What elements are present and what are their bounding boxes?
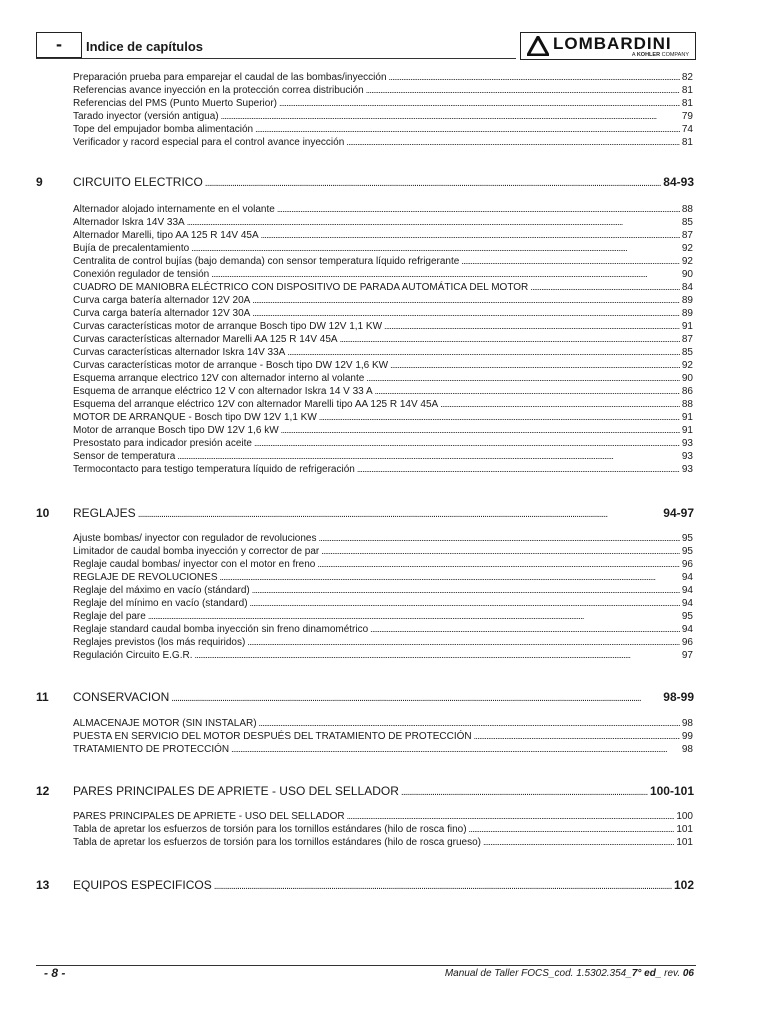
toc-entry-page: 79 <box>681 111 693 122</box>
toc-entry-label: Alternador Marelli, tipo AA 125 R 14V 45A <box>73 230 259 241</box>
toc-entry-page: 88 <box>681 204 693 215</box>
toc-entry <box>73 424 693 437</box>
toc-entry <box>73 610 693 623</box>
toc-leader-dots <box>469 823 675 836</box>
toc-entry <box>73 333 693 346</box>
chapter-pages: 98-99 <box>663 690 694 704</box>
toc-entry-label: Centralita de control bujías (bajo demanda) con sensor temperatura líquido refrigerante <box>73 256 460 267</box>
chapter-leader-dots <box>205 174 662 192</box>
toc-leader-dots <box>340 333 680 346</box>
toc-entry-page: 99 <box>681 731 693 742</box>
toc-leader-dots <box>347 810 675 823</box>
toc-leader-dots <box>187 216 680 229</box>
toc-entry-label: MOTOR DE ARRANQUE - Bosch tipo DW 12V 1,1 KW <box>73 412 317 423</box>
logo-wordmark: LOMBARDINI <box>553 34 672 53</box>
toc-entry-page: 87 <box>681 230 693 241</box>
toc-leader-dots <box>255 123 680 136</box>
page-title: Indice de capítulos <box>86 39 204 54</box>
toc-entry-label: Tabla de apretar los esfuerzos de torsión para los tornillos estándares (hilo de rosca grueso) <box>73 837 481 848</box>
toc-entry-label: Tabla de apretar los esfuerzos de torsión para los tornillos estándares (hilo de rosca fino) <box>73 824 467 835</box>
toc-entry <box>73 359 693 372</box>
toc-entry-label: Reglajes previstos (los más requiridos) <box>73 637 246 648</box>
chapter-title: EQUIPOS ESPECIFICOS <box>73 878 212 892</box>
toc-entry-page: 94 <box>681 598 693 609</box>
toc-entry-page: 92 <box>681 256 693 267</box>
toc-leader-dots <box>252 294 680 307</box>
toc-entry <box>73 558 693 571</box>
toc-entry <box>73 320 693 333</box>
toc-entry-page: 86 <box>681 386 693 397</box>
chapter-title: REGLAJES <box>73 506 136 520</box>
toc-entry-label: Reglaje del mínimo en vacío (standard) <box>73 598 248 609</box>
toc-leader-dots <box>252 584 680 597</box>
toc-entry-label: PARES PRINCIPALES DE APRIETE - USO DEL SELLADOR <box>73 811 345 822</box>
toc-leader-dots <box>390 359 680 372</box>
toc-entry-page: 85 <box>681 217 693 228</box>
toc-leader-dots <box>250 597 680 610</box>
footer-rule <box>36 965 696 966</box>
toc-entry-page: 96 <box>681 637 693 648</box>
chapter-pages: 102 <box>673 878 694 892</box>
toc-leader-dots <box>148 610 680 623</box>
toc-entry <box>73 597 693 610</box>
lombardini-logo <box>520 32 696 60</box>
chapter-leader-dots <box>171 689 661 707</box>
toc-entry-label: Alternador Iskra 14V 33A <box>73 217 185 228</box>
toc-entry-page: 82 <box>681 72 693 83</box>
toc-leader-dots <box>370 623 680 636</box>
toc-entry-label: Regulación Circuito E.G.R. <box>73 650 193 661</box>
chapter-leader-dots <box>138 505 662 523</box>
toc-entry <box>73 836 693 849</box>
toc-entry <box>73 255 693 268</box>
toc-entry <box>73 743 693 756</box>
toc-entry-label: Esquema arranque electrico 12V con alternador interno al volante <box>73 373 365 384</box>
chapter-leader-dots <box>214 877 672 895</box>
toc-entry-page: 94 <box>681 624 693 635</box>
manual-reference: Manual de Taller FOCS_cod. 1.5302.354_7° ed_ rev. 06 <box>444 968 694 979</box>
toc-entry-label: Termocontacto para testigo temperatura líquido de refrigeración <box>73 464 355 475</box>
chapter-heading <box>36 174 694 190</box>
chapter-heading <box>36 877 694 893</box>
toc-leader-dots <box>366 372 680 385</box>
toc-entry-label: Conexión regulador de tensión <box>73 269 210 280</box>
chapter-title: PARES PRINCIPALES DE APRIETE - USO DEL SELLADOR <box>73 784 399 798</box>
toc-leader-dots <box>357 463 680 476</box>
toc-entry <box>73 730 693 743</box>
lombardini-triangle-icon <box>527 36 549 56</box>
toc-leader-dots <box>375 385 680 398</box>
chapter-heading <box>36 505 694 521</box>
toc-entry <box>73 649 693 662</box>
toc-entry <box>73 136 693 149</box>
toc-leader-dots <box>530 281 680 294</box>
chapter-number: 10 <box>36 506 50 520</box>
toc-leader-dots <box>474 730 680 743</box>
toc-entry <box>73 242 693 255</box>
toc-leader-dots <box>440 398 680 411</box>
chapter-heading <box>36 689 694 705</box>
toc-entry-page: 95 <box>681 546 693 557</box>
toc-entry-label: Curvas características alternador Marelli AA 125 R 14V 45A <box>73 334 338 345</box>
toc-entry-page: 89 <box>681 295 693 306</box>
toc-entry-label: TRATAMIENTO DE PROTECCIÓN <box>73 744 230 755</box>
toc-leader-dots <box>346 136 680 149</box>
toc-entry-page: 92 <box>681 360 693 371</box>
toc-entry <box>73 346 693 359</box>
toc-entry <box>73 216 693 229</box>
toc-leader-dots <box>254 437 680 450</box>
toc-entry-page: 74 <box>681 124 693 135</box>
toc-entry-page: 84 <box>681 282 693 293</box>
toc-entry-label: Preparación prueba para emparejar el caudal de las bombas/inyección <box>73 72 387 83</box>
toc-leader-dots <box>277 203 680 216</box>
toc-leader-dots <box>195 649 680 662</box>
toc-entry-page: 93 <box>681 464 693 475</box>
toc-entry-page: 91 <box>681 425 693 436</box>
toc-entry-page: 89 <box>681 308 693 319</box>
toc-entry-label: Alternador alojado internamente en el volante <box>73 204 275 215</box>
toc-entry-page: 101 <box>676 824 693 835</box>
toc-entry-label: Curvas características motor de arranque - Bosch tipo DW 12V 1,6 KW <box>73 360 389 371</box>
toc-entry <box>73 110 693 123</box>
chapter-leader-dots <box>401 783 648 801</box>
toc-entry-label: Reglaje del máximo en vacío (stándard) <box>73 585 250 596</box>
toc-entry-page: 93 <box>681 438 693 449</box>
toc-entry-page: 81 <box>681 137 693 148</box>
toc-entry <box>73 281 693 294</box>
toc-entry-label: Ajuste bombas/ inyector con regulador de revoluciones <box>73 533 317 544</box>
chapter-number: 13 <box>36 878 50 892</box>
toc-leader-dots <box>247 636 680 649</box>
toc-leader-dots <box>279 97 680 110</box>
chapter-title: CIRCUITO ELECTRICO <box>73 175 203 189</box>
toc-entry <box>73 307 693 320</box>
toc-entry-page: 100 <box>676 811 693 822</box>
toc-leader-dots <box>191 242 680 255</box>
toc-entry <box>73 623 693 636</box>
toc-leader-dots <box>461 255 680 268</box>
toc-leader-dots <box>252 307 680 320</box>
toc-entry <box>73 97 693 110</box>
toc-entry <box>73 532 693 545</box>
chapter-pages: 94-97 <box>663 506 694 520</box>
toc-entry-page: 85 <box>681 347 693 358</box>
toc-entry <box>73 84 693 97</box>
toc-entry-label: Sensor de temperatura <box>73 451 176 462</box>
toc-entry-page: 81 <box>681 98 693 109</box>
header-rule <box>36 58 516 59</box>
logo-subtitle: A KOHLER COMPANY <box>631 52 689 58</box>
toc-entry-label: Motor de arranque Bosch tipo DW 12V 1,6 kW <box>73 425 279 436</box>
toc-entry <box>73 123 693 136</box>
toc-entry-label: Tope del empujador bomba alimentación <box>73 124 254 135</box>
toc-leader-dots <box>261 229 680 242</box>
toc-leader-dots <box>221 110 680 123</box>
toc-leader-dots <box>389 71 680 84</box>
toc-leader-dots <box>366 84 680 97</box>
toc-entry <box>73 437 693 450</box>
toc-entry <box>73 571 693 584</box>
toc-entry-page: 95 <box>681 533 693 544</box>
toc-entry <box>73 385 693 398</box>
toc-entry-page: 93 <box>681 451 693 462</box>
toc-entry <box>73 810 693 823</box>
toc-leader-dots <box>219 571 679 584</box>
toc-entry-label: ALMACENAJE MOTOR (SIN INSTALAR) <box>73 718 257 729</box>
toc-entry-label: PUESTA EN SERVICIO DEL MOTOR DESPUÉS DEL TRATAMIENTO DE PROTECCIÓN <box>73 731 472 742</box>
toc-entry-label: Esquema del arranque eléctrico 12V con alternador Marelli tipo AA 125 R 14V 45A <box>73 399 439 410</box>
chapter-number: 11 <box>36 690 49 704</box>
toc-entry <box>73 203 693 216</box>
toc-entry-label: Referencias avance inyección en la protección correa distribución <box>73 85 364 96</box>
toc-entry <box>73 584 693 597</box>
toc-entry-label: Curvas características motor de arranque Bosch tipo DW 12V 1,1 KW <box>73 321 383 332</box>
toc-entry-label: Referencias del PMS (Punto Muerto Superior) <box>73 98 277 109</box>
toc-entry <box>73 636 693 649</box>
toc-entry-page: 94 <box>681 585 693 596</box>
toc-entry-page: 94 <box>681 572 693 583</box>
toc-leader-dots <box>384 320 680 333</box>
toc-entry <box>73 717 693 730</box>
toc-entry <box>73 268 693 281</box>
chapter-number: 9 <box>36 175 43 189</box>
toc-entry-page: 96 <box>681 559 693 570</box>
toc-entry-label: Reglaje del pare <box>73 611 146 622</box>
toc-entry-label: Reglaje caudal bombas/ inyector con el motor en freno <box>73 559 316 570</box>
toc-leader-dots <box>321 545 680 558</box>
toc-entry-label: Curva carga batería alternador 12V 20A <box>73 295 251 306</box>
toc-entry <box>73 372 693 385</box>
toc-entry <box>73 398 693 411</box>
toc-leader-dots <box>281 424 680 437</box>
toc-entry-page: 91 <box>681 321 693 332</box>
toc-entry-page: 88 <box>681 399 693 410</box>
toc-entry <box>73 411 693 424</box>
toc-entry-label: Reglaje standard caudal bomba inyección sin freno dinamométrico <box>73 624 369 635</box>
toc-leader-dots <box>287 346 680 359</box>
toc-entry-label: Presostato para indicador presión aceite <box>73 438 252 449</box>
toc-entry-label: Bujía de precalentamiento <box>73 243 190 254</box>
toc-entry-page: 97 <box>681 650 693 661</box>
toc-entry-label: Curva carga batería alternador 12V 30A <box>73 308 251 319</box>
toc-entry-label: Tarado inyector (versión antigua) <box>73 111 219 122</box>
chapter-title: CONSERVACION <box>73 690 170 704</box>
toc-leader-dots <box>317 558 680 571</box>
toc-entry-label: CUADRO DE MANIOBRA ELÉCTRICO CON DISPOSITIVO DE PARADA AUTOMÁTICA DEL MOTOR <box>73 282 529 293</box>
toc-entry-page: 81 <box>681 85 693 96</box>
toc-entry <box>73 71 693 84</box>
toc-entry-page: 98 <box>681 744 693 755</box>
toc-leader-dots <box>318 532 679 545</box>
toc-entry-page: 98 <box>681 718 693 729</box>
toc-leader-dots <box>259 717 680 730</box>
toc-entry <box>73 463 693 476</box>
chapter-pages: 100-101 <box>649 784 694 798</box>
toc-entry-label: REGLAJE DE REVOLUCIONES <box>73 572 218 583</box>
chapter-number: 12 <box>36 784 50 798</box>
toc-entry-page: 101 <box>676 837 693 848</box>
toc-entry-label: Limitador de caudal bomba inyección y corrector de par <box>73 546 320 557</box>
toc-entry <box>73 294 693 307</box>
toc-entry <box>73 450 693 463</box>
toc-entry-page: 90 <box>681 269 693 280</box>
toc-leader-dots <box>177 450 680 463</box>
toc-entry-page: 91 <box>681 412 693 423</box>
toc-entry-page: 90 <box>681 373 693 384</box>
toc-entry-page: 87 <box>681 334 693 345</box>
toc-leader-dots <box>211 268 680 281</box>
toc-entry <box>73 823 693 836</box>
chapter-dash-box: - <box>36 32 82 58</box>
toc-entry-page: 92 <box>681 243 693 254</box>
toc-entry <box>73 229 693 242</box>
toc-entry <box>73 545 693 558</box>
toc-entry-label: Curvas características alternador Iskra 14V 33A <box>73 347 286 358</box>
toc-entry-label: Verificador y racord especial para el control avance inyección <box>73 137 345 148</box>
toc-leader-dots <box>319 411 680 424</box>
toc-entry-label: Esquema de arranque eléctrico 12 V con alternador Iskra 14 V 33 A <box>73 386 373 397</box>
toc-leader-dots <box>231 743 680 756</box>
toc-leader-dots <box>483 836 674 849</box>
chapter-heading <box>36 783 694 799</box>
page-number: - 8 - <box>44 966 66 980</box>
chapter-pages: 84-93 <box>663 175 694 189</box>
toc-entry-page: 95 <box>681 611 693 622</box>
